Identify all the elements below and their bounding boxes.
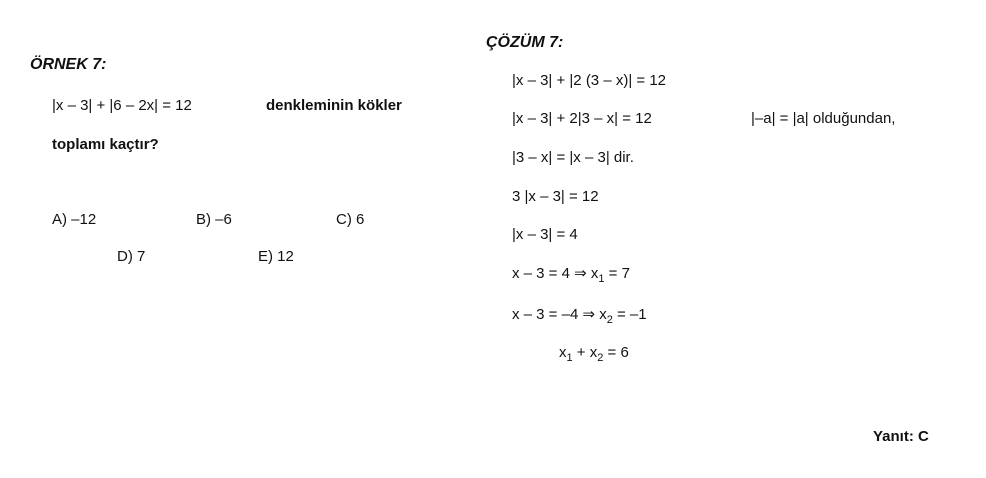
sum-result: = 6 (603, 344, 629, 361)
solution-line-6-rhs: = 7 (604, 265, 630, 282)
x1-var: x (559, 344, 567, 361)
example-heading: ÖRNEK 7: (30, 56, 107, 73)
subscript-1: 1 (566, 352, 573, 364)
solution-line-2-note: |–a| = |a| olduğundan, (751, 110, 896, 127)
answer-label: Yanıt: C (873, 428, 929, 445)
solution-line-7-lhs: x – 3 = –4 ⇒ x (512, 306, 607, 323)
option-a: A) –12 (52, 211, 97, 228)
option-c: C) 6 (336, 211, 365, 228)
solution-line-2: |x – 3| + 2|3 – x| = 12 (512, 110, 652, 127)
subscript-2: 2 (606, 314, 613, 326)
solution-line-7 (512, 305, 647, 326)
solution-line-6-lhs: x – 3 = 4 ⇒ x (512, 265, 599, 282)
subscript-1: 1 (598, 273, 605, 285)
solution-heading: ÇÖZÜM 7: (486, 34, 564, 51)
example-equation: |x – 3| + |6 – 2x| = 12 (52, 97, 192, 114)
solution-line-4: 3 |x – 3| = 12 (512, 188, 599, 205)
solution-line-3: |3 – x| = |x – 3| dir. (512, 149, 634, 166)
solution-line-7-rhs: = –1 (612, 306, 647, 323)
option-e: E) 12 (258, 248, 294, 265)
option-b: B) –6 (196, 211, 232, 228)
plus-x2: + x (572, 344, 598, 361)
solution-line-6 (512, 264, 630, 285)
solution-line-5: |x – 3| = 4 (512, 226, 578, 243)
subscript-2: 2 (597, 352, 604, 364)
example-question-part2: toplamı kaçtır? (52, 136, 159, 153)
solution-line-1: |x – 3| + |2 (3 – x)| = 12 (512, 72, 666, 89)
example-question-part1: denkleminin kökler (266, 97, 402, 114)
option-d: D) 7 (117, 248, 146, 265)
solution-line-8 (559, 344, 629, 364)
